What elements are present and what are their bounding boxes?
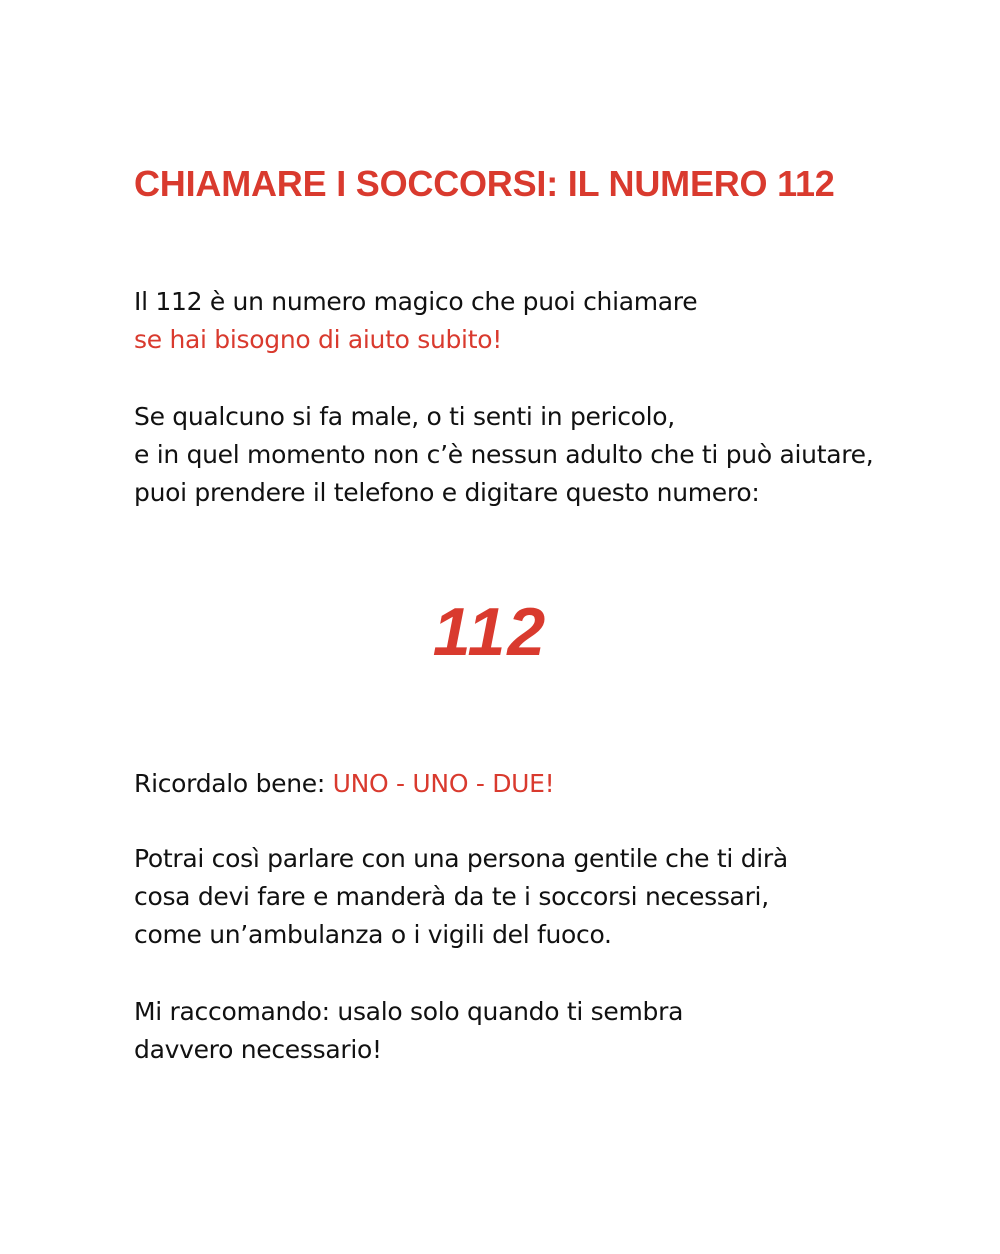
intro-line-1: Il 112 è un numero magico che puoi chiamare [134,287,698,316]
advice-paragraph [134,993,683,1069]
outcome-line-3: come un’ambulanza o i vigili del fuoco. [134,920,612,949]
advice-line-2: davvero necessario! [134,1035,382,1064]
situation-paragraph [134,398,873,512]
outcome-paragraph [134,840,788,954]
remember-paragraph [134,765,554,803]
situation-line-2: e in quel momento non c’è nessun adulto che ti può aiutare, [134,440,874,469]
emergency-number: 112 [432,594,548,670]
remember-highlight: UNO - UNO - DUE! [332,769,555,798]
remember-prefix: Ricordalo bene: [134,769,333,798]
intro-line-2-highlight: se hai bisogno di aiuto subito! [134,325,502,354]
situation-line-1: Se qualcuno si fa male, o ti senti in pericolo, [134,402,675,431]
situation-line-3: puoi prendere il telefono e digitare questo numero: [134,478,760,507]
advice-line-1: Mi raccomando: usalo solo quando ti sembra [134,997,684,1026]
outcome-line-2: cosa devi fare e manderà da te i soccorsi necessari, [134,882,769,911]
intro-paragraph [134,283,697,359]
outcome-line-1: Potrai così parlare con una persona gentile che ti dirà [134,844,788,873]
page-title: CHIAMARE I SOCCORSI: IL NUMERO 112 [134,163,835,204]
